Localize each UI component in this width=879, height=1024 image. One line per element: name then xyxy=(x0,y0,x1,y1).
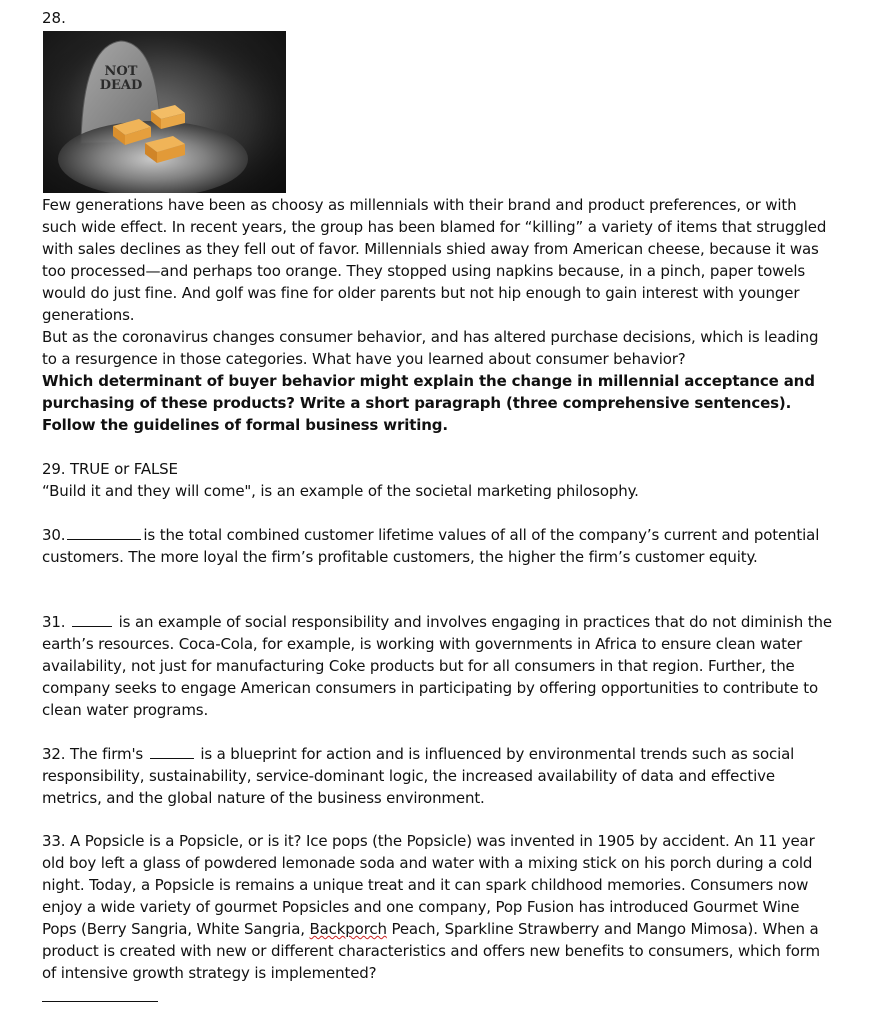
tombstone-text-line1: NOT xyxy=(104,64,138,79)
question-30-answer-blank[interactable] xyxy=(67,524,141,540)
question-28-number: 28. xyxy=(42,9,66,27)
question-29-statement: “Build it and they will come", is an example of the societal marketing philosophy. xyxy=(42,482,639,500)
question-28-body xyxy=(42,194,832,436)
question-32-prefix: 32. The firm's xyxy=(42,745,144,763)
question-32-answer-blank[interactable] xyxy=(150,743,194,759)
question-29 xyxy=(42,458,832,502)
question-33-text-part2: Peach, Sparkline Strawberry and Mango Mimosa). When a product is created with new or different characteristics and offers new benefits to consumers, which form of intensive growth strategy is implemented? xyxy=(42,920,820,982)
question-31 xyxy=(42,611,832,721)
spellcheck-flagged-word: Backporch xyxy=(309,920,387,938)
tombstone-text-line2: DEAD xyxy=(99,78,143,93)
question-31-answer-blank[interactable] xyxy=(72,611,112,627)
question-30 xyxy=(42,524,832,568)
not-dead-tombstone-image xyxy=(43,31,286,193)
question-30-text: is the total combined customer lifetime values of all of the company’s current and potential customers. The more loyal the firm’s profitable customers, the higher the firm’s customer equity. xyxy=(42,526,820,566)
question-28-prompt: Which determinant of buyer behavior might explain the change in millennial acceptance and purchasing of these products? Write a short paragraph (three comprehensive sentences). Follow the guidelines of formal business writing. xyxy=(42,372,815,434)
question-32 xyxy=(42,743,832,809)
question-31-number: 31. xyxy=(42,613,66,631)
question-30-number: 30. xyxy=(42,526,66,544)
question-32-text: is a blueprint for action and is influenced by environmental trends such as social responsibility, sustainability, service-dominant logic, the increased availability of data and effective metrics, and the global nature of the business environment. xyxy=(42,745,795,807)
question-29-header: 29. TRUE or FALSE xyxy=(42,460,178,478)
question-28-paragraph-2: But as the coronavirus changes consumer behavior, and has altered purchase decisions, which is leading to a resurgence in those categories. What have you learned about consumer behavior? xyxy=(42,328,819,368)
question-33-text-part1: 33. A Popsicle is a Popsicle, or is it? Ice pops (the Popsicle) was invented in 1905 by accident. An 11 year old boy left a glass of powdered lemonade soda and water with a mixing stick on his porch during a cold night. Today, a Popsicle is remains a unique treat and it can spark childhood memories. Consumers now enjoy a wide variety of gourmet Popsicles and one company, Pop Fusion has introduced Gourmet Wine Pops (Berry Sangria, White Sangria, xyxy=(42,832,815,938)
question-33-answer-line[interactable] xyxy=(42,1001,158,1002)
question-33 xyxy=(42,830,832,984)
question-31-text: is an example of social responsibility and involves engaging in practices that do not diminish the earth’s resources. Coca-Cola, for example, is working with governments in Africa to ensure clean water availability, not just for manufacturing Coke products but for all consumers in that region. Further, the company seeks to engage American consumers in participating by offering opportunities to contribute to clean water programs. xyxy=(42,613,832,719)
question-28-paragraph-1: Few generations have been as choosy as millennials with their brand and product preferences, or with such wide effect. In recent years, the group has been blamed for “killing” a variety of items that struggled with sales declines as they fell out of favor. Millennials shied away from American cheese, because it was too processed—and perhaps too orange. They stopped using napkins because, in a pinch, paper towels would do just fine. And golf was fine for older parents but not hip enough to gain interest with younger generations. xyxy=(42,196,827,324)
